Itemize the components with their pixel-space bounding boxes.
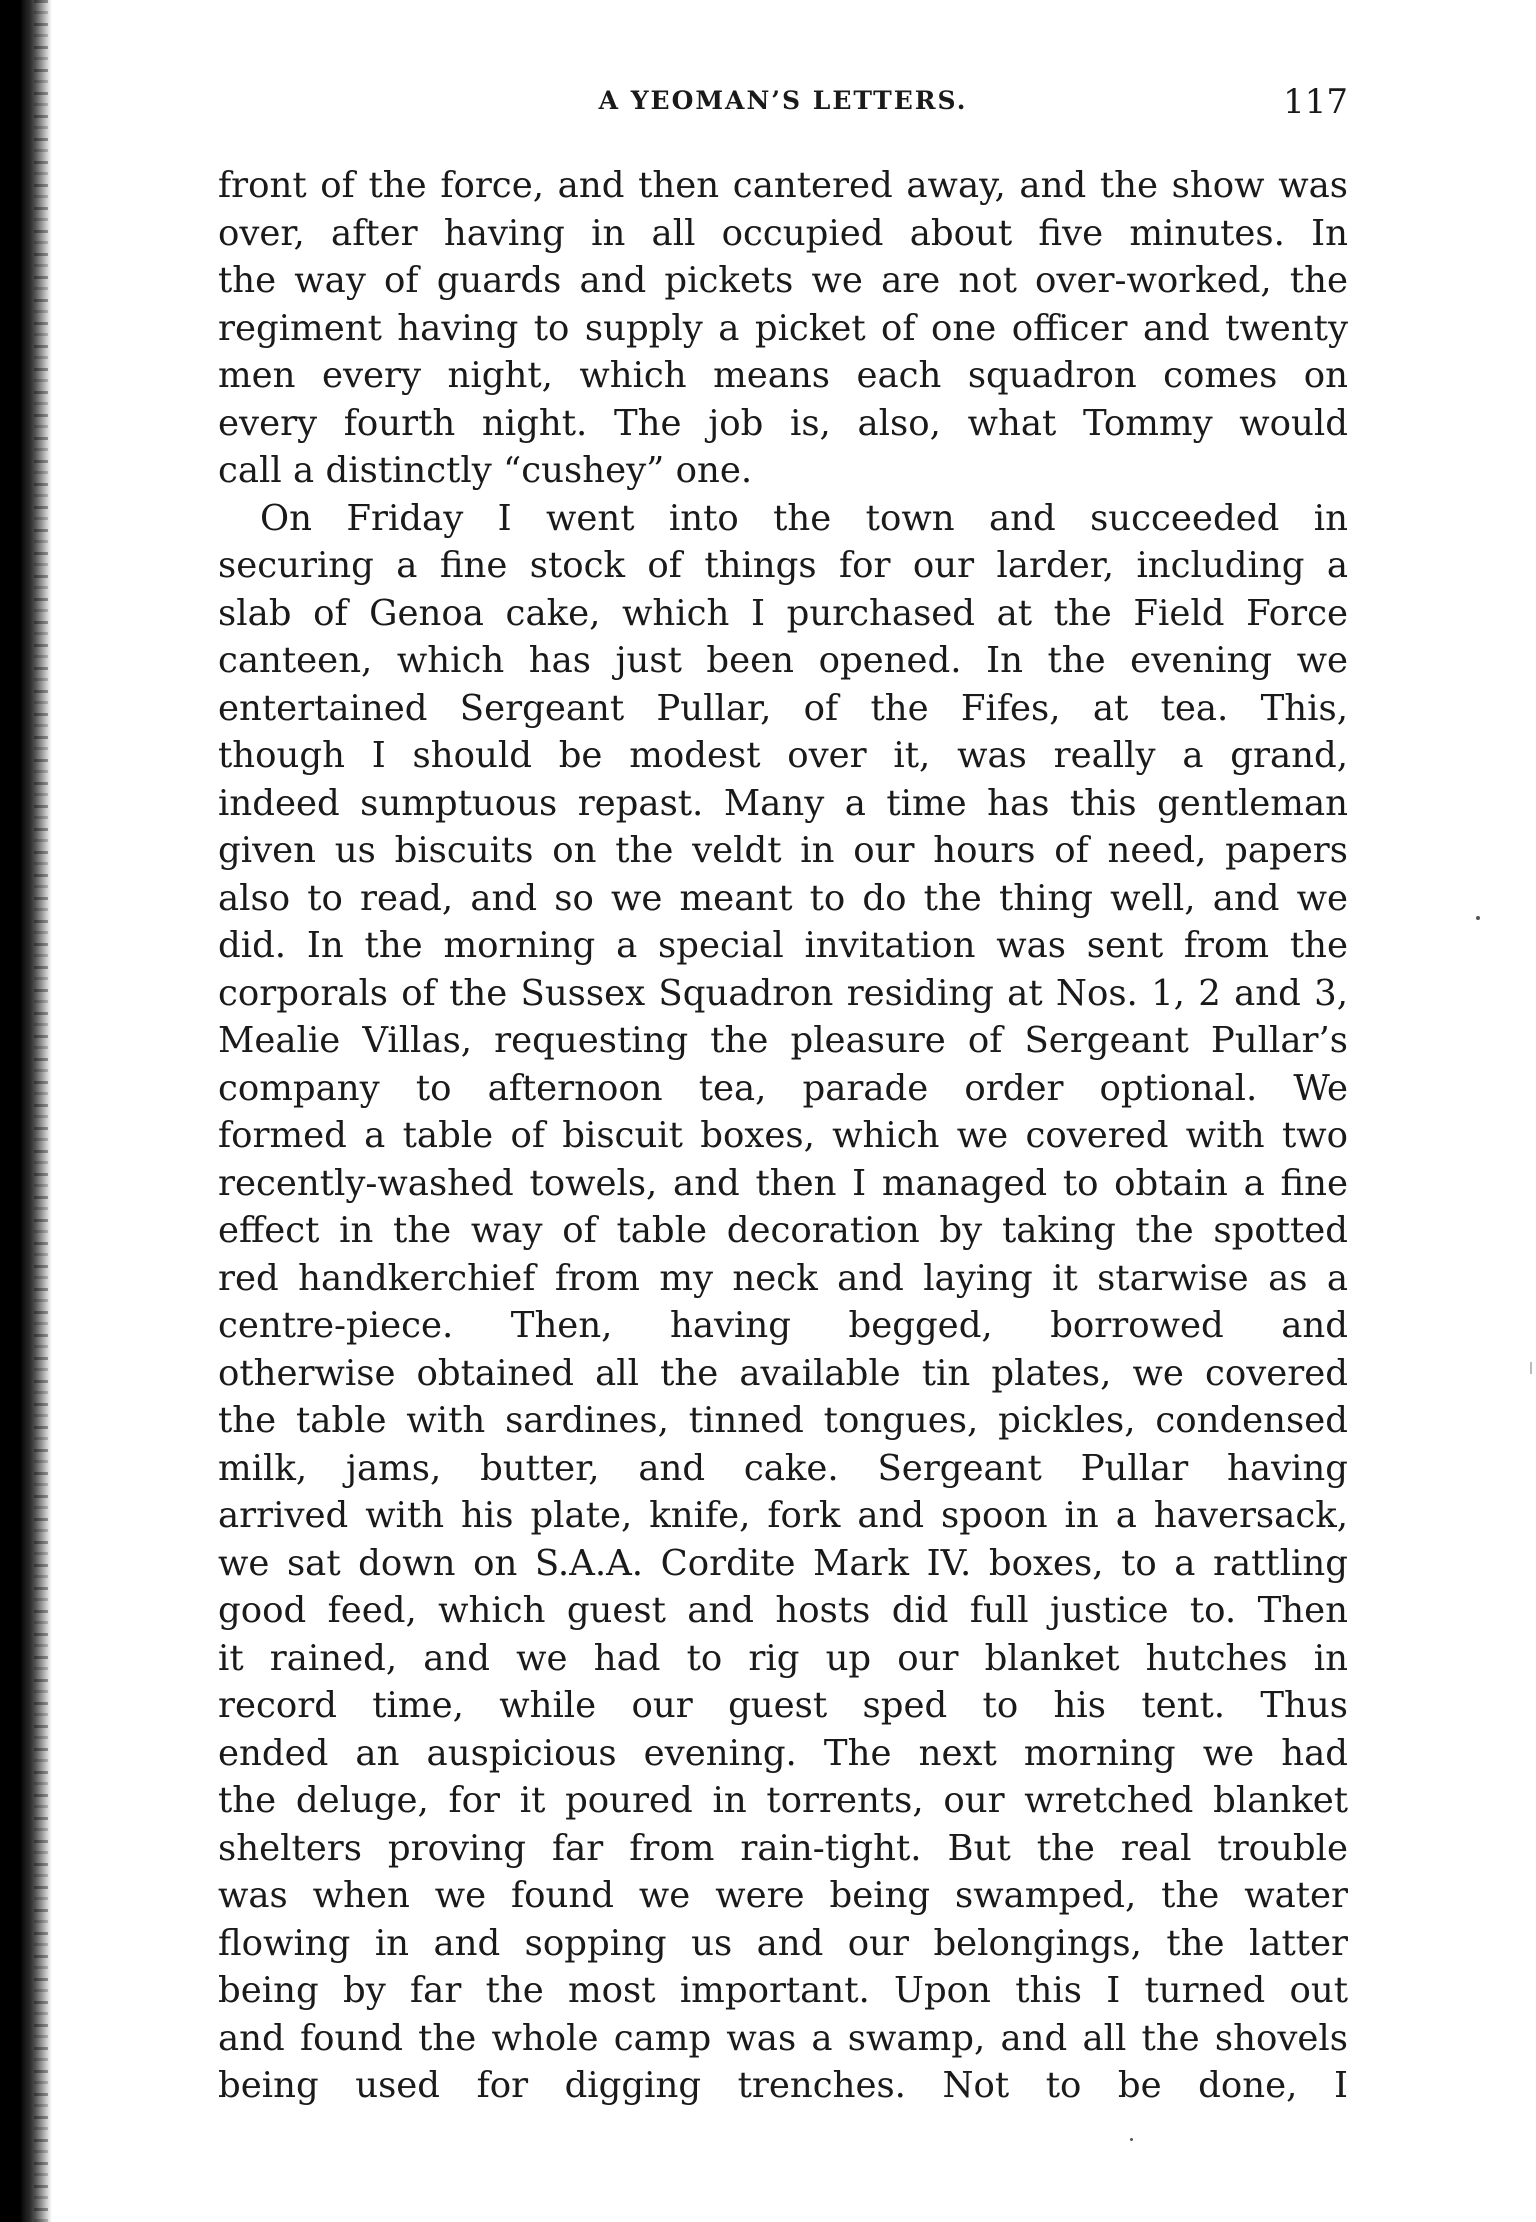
text-line: did. In the morning a special invitation was sent from the <box>218 925 1348 966</box>
text-line: red handkerchief from my neck and laying it starwise as a <box>218 1257 1348 1299</box>
print-speck <box>1476 916 1480 920</box>
print-speck <box>1530 1362 1532 1374</box>
text-line: front of the force, and then cantered away, and the show was <box>218 165 1348 206</box>
text-line: regiment having to supply a picket of one officer and twenty <box>218 307 1348 349</box>
page-number: 117 <box>1283 82 1348 122</box>
text-line: arrived with his plate, knife, fork and spoon in a haversack, <box>218 1495 1348 1536</box>
text-line: the table with sardines, tinned tongues, pickles, condensed <box>218 1400 1348 1441</box>
text-line: recently-washed towels, and then I managed to obtain a fine <box>218 1162 1348 1204</box>
running-title: A YEOMAN’S LETTERS. <box>598 86 968 115</box>
text-line: it rained, and we had to rig up our blanket hutches in <box>218 1637 1348 1679</box>
binding-speckle <box>34 0 48 2222</box>
text-line: corporals of the Sussex Squadron residing at Nos. 1, 2 and 3, <box>218 972 1348 1014</box>
text-line: Mealie Villas, requesting the pleasure of Sergeant Pullar’s <box>218 1020 1348 1061</box>
text-line: On Friday I went into the town and succeeded in <box>260 497 1348 539</box>
text-line: otherwise obtained all the available tin plates, we covered <box>218 1352 1348 1394</box>
text-line: also to read, and so we meant to do the thing well, and we <box>218 877 1348 919</box>
text-line: good feed, which guest and hosts did full justice to. Then <box>218 1590 1348 1631</box>
text-line: being used for digging trenches. Not to be done, I <box>218 2065 1348 2106</box>
text-line: and found the whole camp was a swamp, and all the shovels <box>218 2017 1348 2059</box>
text-line: call a distinctly “cushey” one. <box>218 450 753 491</box>
text-line: formed a table of biscuit boxes, which we covered with two <box>218 1115 1348 1156</box>
text-line: indeed sumptuous repast. Many a time has this gentleman <box>218 782 1348 824</box>
print-speck <box>1130 2138 1133 2141</box>
text-line: the deluge, for it poured in torrents, our wretched blanket <box>218 1780 1348 1821</box>
text-line: men every night, which means each squadron comes on <box>218 355 1348 396</box>
text-line: securing a fine stock of things for our larder, including a <box>218 545 1348 586</box>
text-line: though I should be modest over it, was really a grand, <box>218 735 1348 776</box>
text-line: effect in the way of table decoration by taking the spotted <box>218 1210 1348 1251</box>
text-line: being by far the most important. Upon this I turned out <box>218 1970 1348 2011</box>
text-line: flowing in and sopping us and our belongings, the latter <box>218 1922 1348 1964</box>
text-line: company to afternoon tea, parade order optional. We <box>218 1067 1348 1109</box>
text-line: entertained Sergeant Pullar, of the Fifes, at tea. This, <box>218 687 1348 729</box>
text-line: was when we found we were being swamped, the water <box>218 1875 1348 1916</box>
text-line: milk, jams, butter, and cake. Sergeant Pullar having <box>218 1447 1348 1489</box>
text-line: centre-piece. Then, having begged, borrowed and <box>218 1305 1348 1346</box>
text-line: record time, while our guest sped to his tent. Thus <box>218 1685 1348 1726</box>
text-line: the way of guards and pickets we are not over-worked, the <box>218 260 1348 301</box>
text-line: slab of Genoa cake, which I purchased at the Field Force <box>218 592 1348 634</box>
text-line: ended an auspicious evening. The next morning we had <box>218 1732 1348 1774</box>
text-line: over, after having in all occupied about five minutes. In <box>218 212 1348 254</box>
text-line: shelters proving far from rain-tight. But the real trouble <box>218 1827 1348 1869</box>
running-head <box>218 80 1348 132</box>
body-text <box>218 162 1348 2110</box>
text-line: given us biscuits on the veldt in our hours of need, papers <box>218 830 1348 871</box>
text-line: canteen, which has just been opened. In the evening we <box>218 640 1348 681</box>
text-line: we sat down on S.A.A. Cordite Mark IV. boxes, to a rattling <box>218 1542 1348 1584</box>
text-line: every fourth night. The job is, also, what Tommy would <box>218 402 1348 444</box>
